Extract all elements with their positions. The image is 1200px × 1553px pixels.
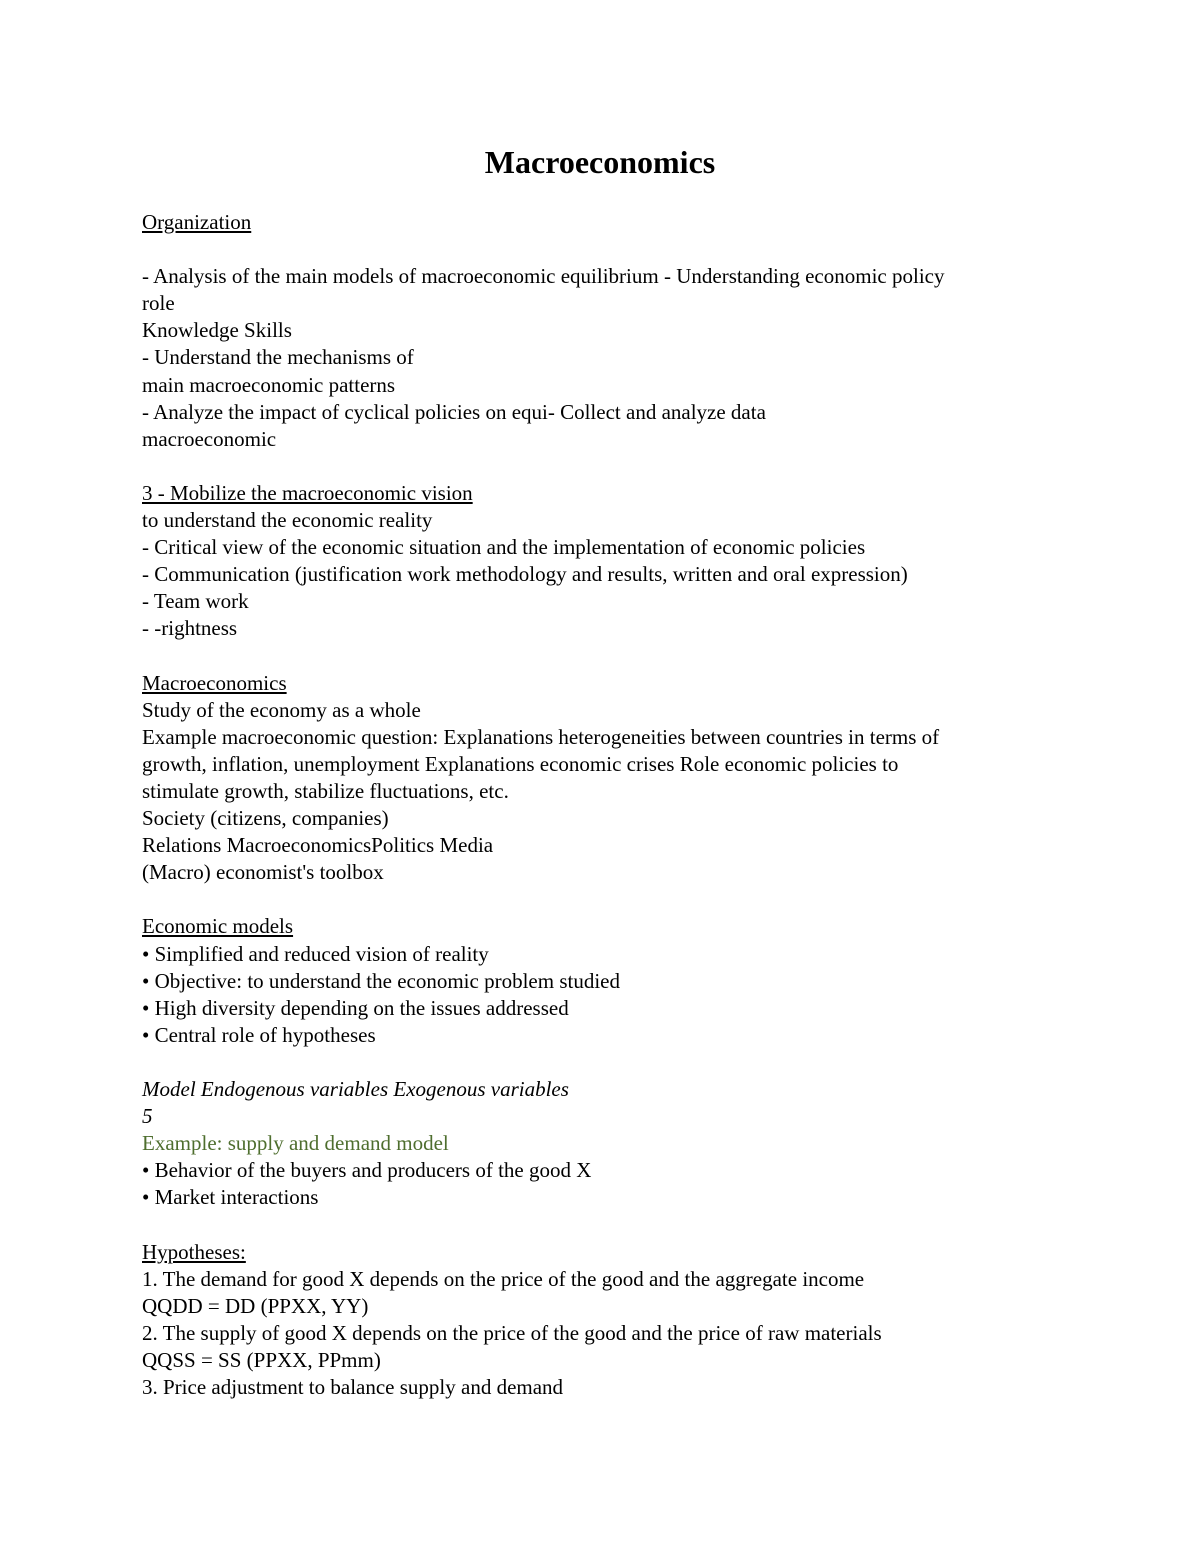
text-line: role [142,291,175,316]
text-line: to understand the economic reality [142,508,433,533]
text-line: - -rightness [142,616,238,641]
text-line: stimulate growth, stabilize fluctuations, etc. [142,778,509,803]
bullet-item: • Central role of hypotheses [142,1022,376,1047]
example-line: Example: supply and demand model [142,1131,449,1156]
text-line: - Critical view of the economic situation and the implementation of economic policies [142,535,866,560]
blank-line [142,236,1062,263]
document-body [142,209,1062,1401]
section-heading-economic-models: Economic models [142,914,294,939]
blank-line [142,643,1062,670]
text-line: Society (citizens, companies) [142,806,389,831]
section-heading-mobilize: 3 - Mobilize the macroeconomic vision [142,480,473,505]
text-line: - Communication (justification work methodology and results, written and oral expression) [142,562,908,587]
italic-line: 5 [142,1104,153,1129]
document-title: Macroeconomics [484,144,716,180]
text-line: main macroeconomic patterns [142,372,396,397]
text-line: Study of the economy as a whole [142,697,421,722]
italic-line: Model Endogenous variables Exogenous variables [142,1077,569,1101]
bullet-item: • Behavior of the buyers and producers of the good X [142,1158,592,1183]
bullet-item: • Market interactions [142,1185,319,1210]
text-line: - Understand the mechanisms of [142,345,414,370]
bullet-item: • Simplified and reduced vision of reality [142,941,489,966]
blank-line [142,1211,1062,1238]
text-line: (Macro) economist's toolbox [142,860,384,885]
text-line: - Analyze the impact of cyclical policies on equi- Collect and analyze data [142,399,766,424]
text-line: 3. Price adjustment to balance supply and demand [142,1375,564,1400]
text-line: Example macroeconomic question: Explanations heterogeneities between countries in terms of [142,724,940,749]
blank-line [142,886,1062,913]
text-line: growth, inflation, unemployment Explanations economic crises Role economic policies to [142,751,899,776]
text-line: 2. The supply of good X depends on the price of the good and the price of raw materials [142,1320,882,1345]
blank-line [142,453,1062,480]
section-heading-organization: Organization [142,210,252,234]
text-line: Knowledge Skills [142,318,292,343]
text-line: macroeconomic [142,426,277,451]
bullet-item: • High diversity depending on the issues addressed [142,995,569,1020]
text-line: - Team work [142,589,249,614]
text-line: QQDD = DD (PPXX, YY) [142,1293,369,1318]
section-heading-hypotheses: Hypotheses: [142,1239,246,1264]
section-heading-macroeconomics: Macroeconomics [142,670,287,695]
blank-line [142,1049,1062,1076]
text-line: - Analysis of the main models of macroeconomic equilibrium - Understanding economic policy [142,264,945,289]
text-line: QQSS = SS (PPXX, PPmm) [142,1347,381,1372]
text-line: Relations MacroeconomicsPolitics Media [142,833,494,858]
text-line: 1. The demand for good X depends on the price of the good and the aggregate income [142,1266,865,1291]
bullet-item: • Objective: to understand the economic problem studied [142,968,620,993]
